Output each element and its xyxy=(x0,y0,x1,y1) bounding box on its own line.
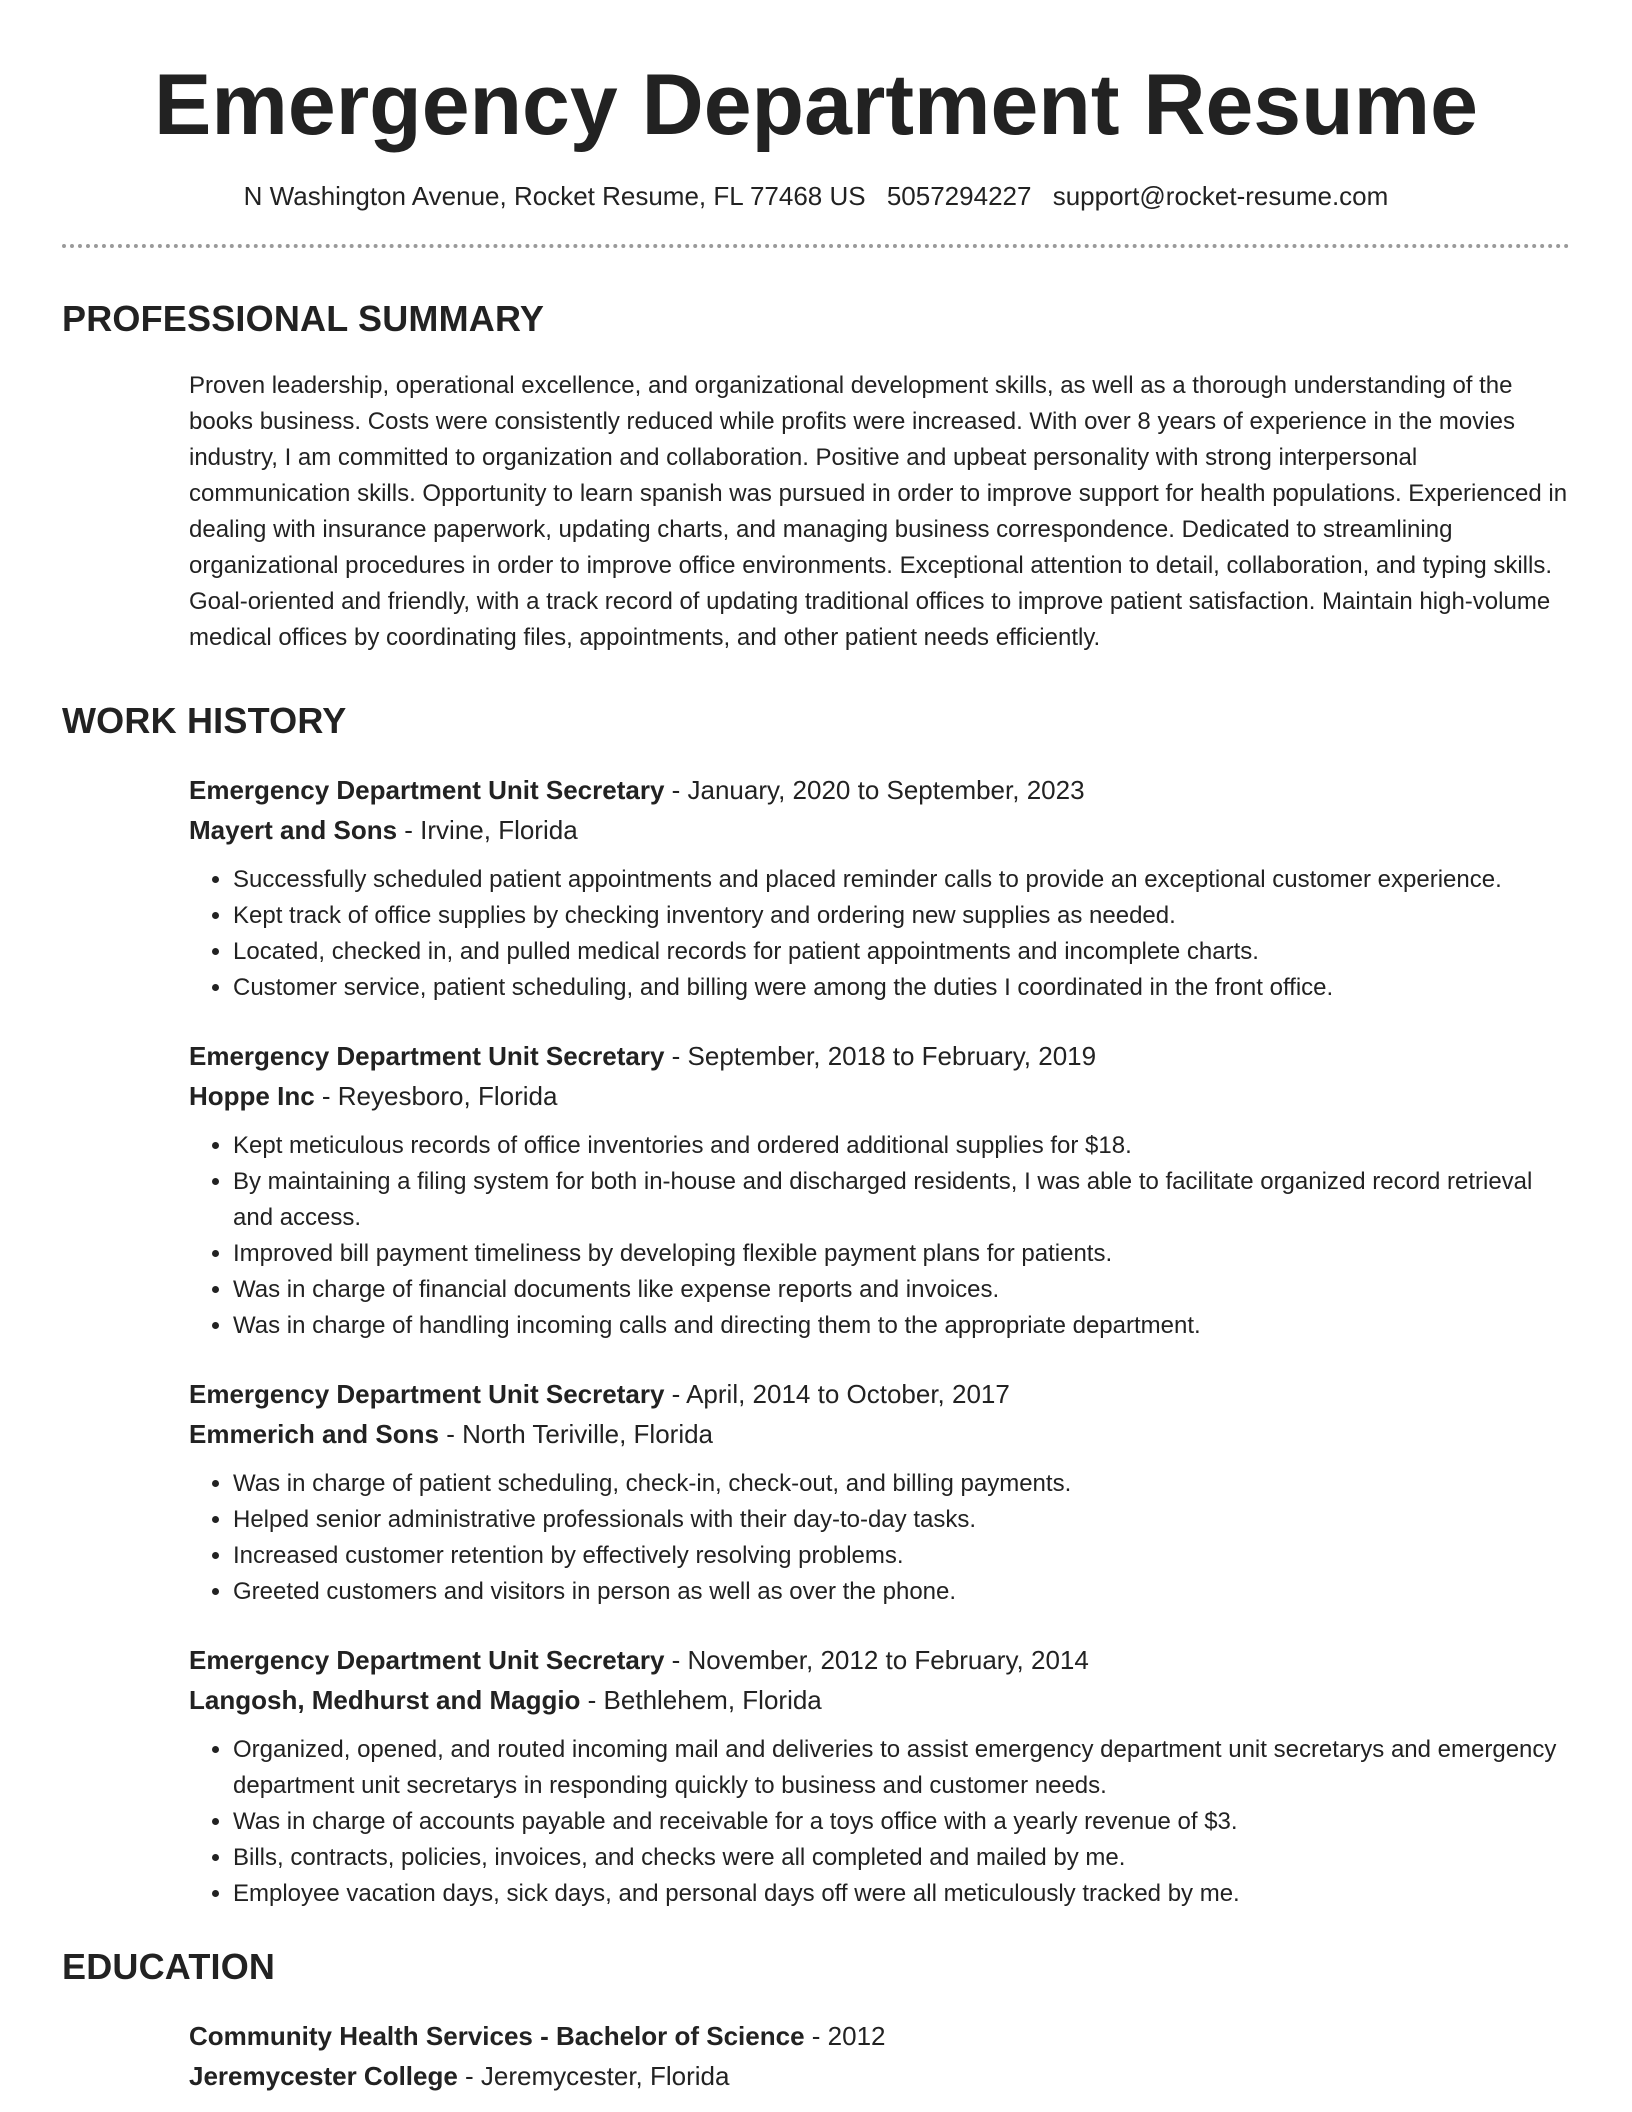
summary-section xyxy=(189,368,1570,656)
job-bullet: • Was in charge of financial documents like expense reports and invoices. xyxy=(233,1272,1570,1308)
education-school: Jeremycester College xyxy=(189,2060,458,2091)
job-bullet: • Kept meticulous records of office inventories and ordered additional supplies for $18. xyxy=(233,1128,1570,1164)
job-title-line xyxy=(189,1374,1570,1414)
job-entry xyxy=(189,1640,1570,1912)
job-location: - North Teriville, Florida xyxy=(438,1418,714,1449)
phone-text: 5057294227 xyxy=(886,180,1032,211)
job-bullets xyxy=(189,862,1570,1006)
job-entry xyxy=(189,1036,1570,1344)
job-title-line xyxy=(189,1036,1570,1076)
job-bullet: • Organized, opened, and routed incoming mail and deliveries to assist emergency department unit secretarys and emergency department unit secretarys in responding quickly to business and customer needs. xyxy=(233,1732,1570,1804)
job-role: Emergency Department Unit Secretary xyxy=(189,1378,665,1409)
education-entry xyxy=(189,2016,1570,2096)
email-text: support@rocket-resume.com xyxy=(1052,180,1389,211)
job-dates: - April, 2014 to October, 2017 xyxy=(664,1378,1010,1409)
job-bullet: • Kept track of office supplies by checking inventory and ordering new supplies as needed. xyxy=(233,898,1570,934)
job-bullet: • Located, checked in, and pulled medical records for patient appointments and incomplete charts. xyxy=(233,934,1570,970)
job-entry xyxy=(189,770,1570,1006)
education-section xyxy=(189,2016,1570,2096)
job-entry xyxy=(189,1374,1570,1610)
job-company: Langosh, Medhurst and Maggio xyxy=(189,1684,581,1715)
job-bullet: • Successfully scheduled patient appointments and placed reminder calls to provide an exceptional customer experience. xyxy=(233,862,1570,898)
job-bullets xyxy=(189,1466,1570,1610)
job-dates: - September, 2018 to February, 2019 xyxy=(664,1040,1097,1071)
job-company: Emmerich and Sons xyxy=(189,1418,439,1449)
job-bullet: • Helped senior administrative professionals with their day-to-day tasks. xyxy=(233,1502,1570,1538)
job-company-line xyxy=(189,1076,1570,1116)
job-role: Emergency Department Unit Secretary xyxy=(189,774,665,805)
job-bullet: • Was in charge of accounts payable and receivable for a toys office with a yearly revenue of $3. xyxy=(233,1804,1570,1840)
job-role: Emergency Department Unit Secretary xyxy=(189,1644,665,1675)
work-history-section xyxy=(189,770,1570,1912)
job-bullet: • Was in charge of patient scheduling, check-in, check-out, and billing payments. xyxy=(233,1466,1570,1502)
education-year: - 2012 xyxy=(804,2020,886,2051)
summary-heading: PROFESSIONAL SUMMARY xyxy=(62,297,545,339)
education-location: - Jeremycester, Florida xyxy=(457,2060,730,2091)
job-bullet: • Was in charge of handling incoming calls and directing them to the appropriate department. xyxy=(233,1308,1570,1344)
summary-paragraph: Proven leadership, operational excellence, and organizational development skills, as well as a thorough understanding of the books business. Costs were consistently reduced while profits were increased. With over 8 years of experience in the movies industry, I am committed to organization and collaboration. Positive and upbeat personality with strong interpersonal communication skills. Opportunity to learn spanish was pursued in order to improve support for health populations. Experienced in dealing with insurance paperwork, updating charts, and managing business correspondence. Dedicated to streamlining organizational procedures in order to improve office environments. Exceptional attention to detail, collaboration, and typing skills. Goal-oriented and friendly, with a track record of updating traditional offices to improve patient satisfaction. Maintain high-volume medical offices by coordinating files, appointments, and other patient needs efficiently. xyxy=(189,371,1568,651)
job-bullet: • Employee vacation days, sick days, and personal days off were all meticulously tracked by me. xyxy=(233,1876,1570,1912)
education-heading: EDUCATION xyxy=(62,1945,276,1987)
job-bullet: • Improved bill payment timeliness by developing flexible payment plans for patients. xyxy=(233,1236,1570,1272)
work-history-heading: WORK HISTORY xyxy=(62,699,347,741)
header-divider xyxy=(62,244,1570,248)
education-degree-line xyxy=(189,2016,1570,2056)
job-bullet: • Increased customer retention by effectively resolving problems. xyxy=(233,1538,1570,1574)
job-bullets xyxy=(189,1128,1570,1344)
job-bullet: • By maintaining a filing system for both in-house and discharged residents, I was able to facilitate organized record retrieval and access. xyxy=(233,1164,1570,1236)
job-bullet: • Bills, contracts, policies, invoices, and checks were all completed and mailed by me. xyxy=(233,1840,1570,1876)
job-title-line xyxy=(189,1640,1570,1680)
job-company: Hoppe Inc xyxy=(189,1080,315,1111)
address-text: N Washington Avenue, Rocket Resume, FL 77468 US xyxy=(243,180,866,211)
job-role: Emergency Department Unit Secretary xyxy=(189,1040,665,1071)
job-company: Mayert and Sons xyxy=(189,814,398,845)
job-company-line xyxy=(189,1414,1570,1454)
job-location: - Irvine, Florida xyxy=(397,814,578,845)
job-title-line xyxy=(189,770,1570,810)
job-company-line xyxy=(189,810,1570,850)
job-dates: - January, 2020 to September, 2023 xyxy=(664,774,1085,805)
job-company-line xyxy=(189,1680,1570,1720)
job-bullet: • Greeted customers and visitors in person as well as over the phone. xyxy=(233,1574,1570,1610)
job-dates: - November, 2012 to February, 2014 xyxy=(664,1644,1089,1675)
education-school-line xyxy=(189,2056,1570,2096)
resume-title: Emergency Department Resume xyxy=(154,57,1478,153)
job-location: - Bethlehem, Florida xyxy=(580,1684,822,1715)
contact-line xyxy=(62,181,1570,212)
job-bullet: • Customer service, patient scheduling, and billing were among the duties I coordinated in the front office. xyxy=(233,970,1570,1006)
job-bullets xyxy=(189,1732,1570,1912)
education-degree: Community Health Services - Bachelor of Science xyxy=(189,2020,805,2051)
job-location: - Reyesboro, Florida xyxy=(314,1080,558,1111)
